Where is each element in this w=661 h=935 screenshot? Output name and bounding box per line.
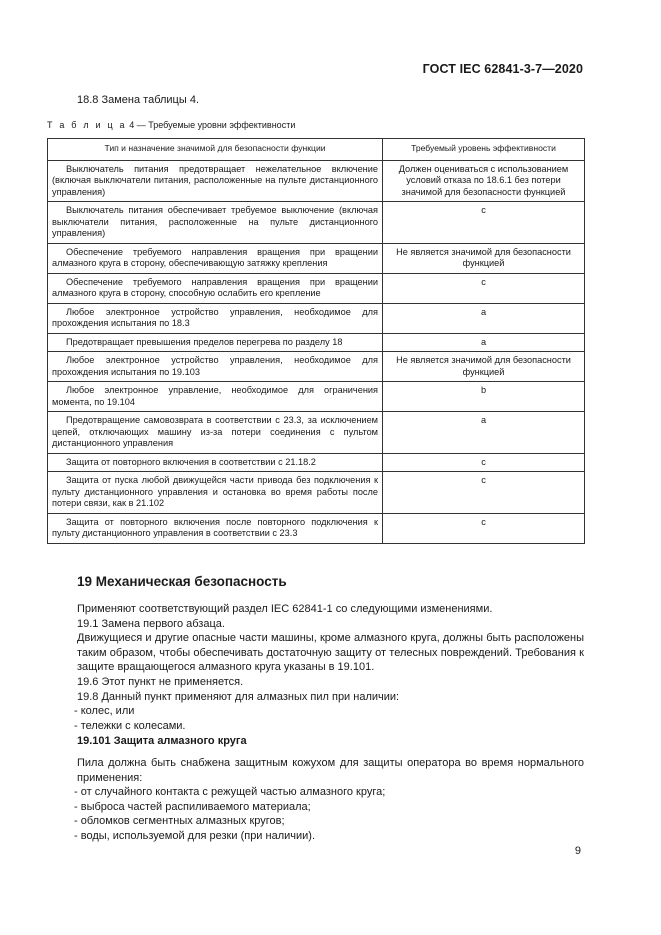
section-19101-item-3: - обломков сегментных алмазных кругов;	[74, 815, 285, 828]
section-19-item-trolley: - тележки с колесами.	[74, 719, 186, 732]
section-19-p3: Движущиеся и другие опасные части машины, кроме алмазного круга, должны быть расположены таким образом, чтобы обеспечивать достаточную защиту от телесных повреждений. Требования к защите вращающегося алмазного круга указаны в 19.101.	[77, 632, 584, 674]
section-19-body	[74, 602, 584, 733]
section-19-p4: 19.6 Этот пункт не применяется.	[77, 675, 244, 688]
document-header: ГОСТ IEC 62841-3-7—2020	[422, 62, 583, 76]
table-cell-function: Любое электронное устройство управления, необходимое для прохождения испытания по 18.3	[48, 303, 383, 333]
table-row	[48, 202, 585, 244]
table-cell-level: a	[383, 412, 585, 454]
table-row	[48, 273, 585, 303]
table-cell-level: c	[383, 513, 585, 543]
section-19101-title: 19.101 Защита алмазного круга	[77, 735, 247, 747]
table-row	[48, 352, 585, 382]
section-19101-body	[74, 756, 584, 844]
table-cell-function: Предотвращает превышения пределов перегрева по разделу 18	[48, 333, 383, 352]
table-row	[48, 513, 585, 543]
table-header-function: Тип и назначение значимой для безопасности функции	[48, 139, 383, 161]
table-header-level: Требуемый уровень эффективности	[383, 139, 585, 161]
table-row	[48, 382, 585, 412]
table-row	[48, 243, 585, 273]
table-cell-function: Обеспечение требуемого направления вращения при вращении алмазного круга в сторону, способную ослабить его крепление	[48, 273, 383, 303]
table-cell-level: b	[383, 382, 585, 412]
table-cell-function: Защита от повторного включения в соответствии с 21.18.2	[48, 453, 383, 472]
table-cell-level: Должен оцениваться с использованием условий отказа по 18.6.1 без потери значимой для безопасности функцией	[383, 160, 585, 202]
section-19-p5: 19.8 Данный пункт применяют для алмазных пил при наличии:	[77, 690, 400, 703]
table-cell-function: Обеспечение требуемого направления вращения при вращении алмазного круга в сторону, обеспечивающую затяжку крепления	[48, 243, 383, 273]
requirements-table	[47, 138, 585, 544]
section-19101-item-4: - воды, используемой для резки (при наличии).	[74, 829, 316, 842]
table-cell-level: Не является значимой для безопасности функцией	[383, 352, 585, 382]
section-19101-p1: Пила должна быть снабжена защитным кожухом для защиты оператора во время нормального применения:	[77, 757, 584, 784]
table-caption-text: 4 — Требуемые уровни эффективности	[129, 120, 296, 130]
table-cell-function: Любое электронное устройство управления, необходимое для прохождения испытания по 19.103	[48, 352, 383, 382]
section-19-p1: Применяют соответствующий раздел IEC 62841-1 со следующими изменениями.	[77, 603, 493, 615]
table-cell-level: c	[383, 273, 585, 303]
table-row	[48, 472, 585, 514]
section-19-p2: 19.1 Замена первого абзаца.	[77, 617, 225, 630]
intro-paragraph: 18.8 Замена таблицы 4.	[77, 94, 199, 106]
table-cell-level: c	[383, 202, 585, 244]
table-cell-function: Предотвращение самовозврата в соответствии с 23.3, за исключением цепей, отключающих машину из-за потери соединения с пультом дистанционного управления	[48, 412, 383, 454]
table-cell-function: Выключатель питания обеспечивает требуемое выключение (включая выключатели питания, расположенные на пульте дистанционного управления)	[48, 202, 383, 244]
table-caption-label: Т а б л и ц а	[47, 120, 127, 130]
table-cell-function: Любое электронное управление, необходимое для ограничения момента, по 19.104	[48, 382, 383, 412]
table-row	[48, 303, 585, 333]
table-row	[48, 453, 585, 472]
table-cell-level: a	[383, 333, 585, 352]
table-cell-level: c	[383, 453, 585, 472]
table-cell-level: Не является значимой для безопасности функцией	[383, 243, 585, 273]
section-19101-item-2: - выброса частей распиливаемого материала;	[74, 800, 311, 813]
section-19-item-wheels: - колес, или	[74, 705, 135, 718]
section-19101-item-1: - от случайного контакта с режущей частью алмазного круга;	[74, 786, 386, 799]
table-row	[48, 160, 585, 202]
page-number: 9	[574, 845, 581, 857]
table-row	[48, 333, 585, 352]
table-cell-function: Защита от пуска любой движущейся части привода без подключения к пульту дистанционного управления и остановка во время работы после потери связи, как в 21.102	[48, 472, 383, 514]
section-19-title: 19 Механическая безопасность	[77, 574, 287, 589]
table-header-row	[48, 139, 585, 161]
table-row	[48, 412, 585, 454]
table-cell-level: c	[383, 472, 585, 514]
table-caption	[47, 120, 295, 130]
table-cell-function: Защита от повторного включения после повторного подключения к пульту дистанционного управления в соответствии с 23.3	[48, 513, 383, 543]
table-cell-function: Выключатель питания предотвращает нежелательное включение (включая выключатели питания, расположенные на пульте дистанционного управления)	[48, 160, 383, 202]
table-cell-level: a	[383, 303, 585, 333]
